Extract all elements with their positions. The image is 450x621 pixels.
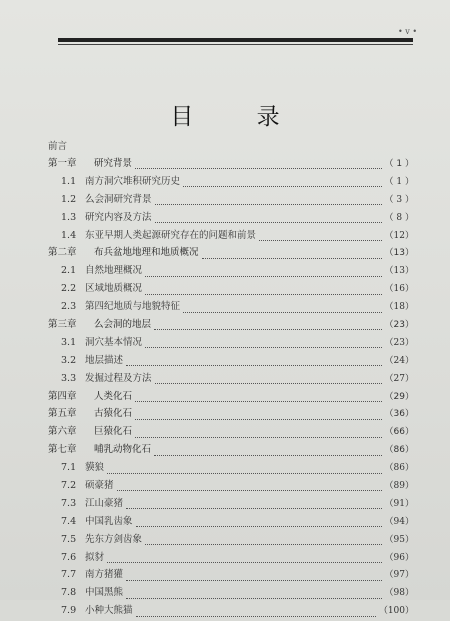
toc-entry-title: 南方猪獾 [85, 569, 124, 581]
toc-entry-title: 区域地质概况 [85, 283, 143, 295]
toc-page-number: （27） [384, 373, 414, 384]
toc-section-entry [48, 227, 414, 245]
toc-chapter-entry [48, 423, 414, 441]
toc-entry-number: 2.3 [61, 301, 77, 313]
toc-entry-title: 巨猿化石 [94, 426, 133, 438]
toc-entry-number: 1.3 [61, 211, 77, 223]
toc-chapter-entry [48, 316, 414, 334]
toc-page-number: （86） [384, 445, 414, 456]
toc-entry-title: 小种大熊猫 [85, 605, 133, 617]
toc-entry-number: 7.9 [61, 605, 77, 617]
toc-preface: 前言 [48, 141, 68, 152]
toc-page-number: （ 8 ） [384, 212, 414, 223]
toc-entry-number: 1.1 [61, 175, 77, 187]
toc-dot-leader [135, 391, 382, 402]
toc-entry-title: 研究内容及方法 [85, 211, 152, 223]
toc-entry-title: 貘狼 [85, 462, 105, 474]
toc-chapter-entry [48, 388, 414, 406]
toc-chapter-entry [48, 441, 414, 459]
toc-entry-title: 发掘过程及方法 [85, 372, 152, 384]
toc-entry-number: 3.1 [61, 336, 77, 348]
page-title: 目 录 [170, 104, 308, 130]
toc-page-number: （18） [384, 302, 414, 313]
toc-entry-title: 东亚早期人类起源研究存在的问题和前景 [85, 229, 257, 241]
toc-dot-leader [145, 266, 382, 277]
toc-page-number: （36） [384, 409, 414, 420]
toc-entry-number: 第四章 [48, 390, 77, 402]
toc-dot-leader [202, 248, 382, 259]
toc-page-number: （24） [384, 355, 414, 366]
toc-dot-leader [135, 158, 382, 169]
toc-entry-title: 硕豪猪 [85, 480, 114, 492]
toc-dot-leader [117, 480, 382, 491]
toc-entry-title: 么会洞的地层 [94, 319, 152, 331]
toc-section-entry [48, 191, 414, 209]
toc-section-entry [48, 459, 414, 477]
toc-dot-leader [154, 445, 382, 456]
toc-section-entry [48, 298, 414, 316]
toc-page-number: （97） [384, 570, 414, 581]
toc-section-entry [48, 566, 414, 584]
toc-chapter-entry [48, 244, 414, 262]
toc-entry-number: 第二章 [48, 247, 77, 259]
toc-dot-leader [145, 534, 382, 545]
toc-page-number: （13） [384, 248, 414, 259]
toc-entry-number: 7.8 [61, 587, 77, 599]
toc-entry-number: 2.2 [61, 283, 77, 295]
toc-entry-number: 1.2 [61, 193, 77, 205]
toc-list [48, 155, 414, 620]
toc-entry-number: 第三章 [48, 319, 77, 331]
toc-page-number: （ 1 ） [384, 159, 414, 169]
toc-entry-number: 第五章 [48, 408, 77, 420]
toc-entry-number: 2.1 [61, 265, 77, 277]
toc-section-entry [48, 262, 414, 280]
toc-section-entry [48, 209, 414, 227]
toc-page-number: （94） [384, 516, 414, 527]
toc-entry-number: 3.2 [61, 354, 77, 366]
toc-entry-title: 古猿化石 [94, 408, 133, 420]
toc-dot-leader [107, 463, 382, 474]
header-rule-thin [58, 44, 413, 45]
toc-section-entry [48, 370, 414, 388]
toc-section-entry [48, 531, 414, 549]
toc-section-entry [48, 280, 414, 298]
toc-entry-title: 研究背景 [94, 158, 133, 169]
toc-entry-title: 么会洞研究背景 [85, 193, 152, 205]
toc-section-entry [48, 173, 414, 191]
toc-dot-leader [126, 588, 382, 599]
toc-dot-leader [135, 409, 382, 420]
toc-page-number: （23） [384, 337, 414, 348]
toc-page-number: （91） [384, 498, 414, 509]
toc-entry-number: 第七章 [48, 444, 77, 456]
toc-page-number: （95） [384, 534, 414, 545]
toc-entry-number: 7.1 [61, 462, 77, 474]
toc-section-entry [48, 602, 414, 620]
toc-entry-title: 人类化石 [94, 390, 133, 402]
toc-section-entry [48, 334, 414, 352]
toc-entry-title: 第四纪地质与地貌特征 [85, 301, 181, 313]
toc-dot-leader [155, 212, 382, 223]
toc-entry-number: 7.6 [61, 551, 77, 563]
toc-entry-title: 哺乳动物化石 [94, 444, 152, 456]
toc-section-entry [48, 549, 414, 567]
toc-page-number: （16） [384, 284, 414, 295]
toc-entry-number: 7.2 [61, 480, 77, 492]
toc-dot-leader [136, 516, 382, 527]
toc-entry-title: 自然地理概况 [85, 265, 143, 277]
page-header-mark: • v • [398, 27, 418, 36]
toc-entry-number: 7.4 [61, 515, 77, 527]
toc-dot-leader [154, 319, 382, 330]
toc-page-number: （13） [384, 266, 414, 277]
toc-page-number: （96） [384, 552, 414, 563]
toc-page-number: （ 3 ） [384, 194, 414, 205]
toc-dot-leader [107, 552, 382, 563]
toc-page-number: （12） [384, 230, 414, 241]
toc-entry-number: 7.3 [61, 497, 77, 509]
toc-section-entry [48, 495, 414, 513]
toc-dot-leader [183, 176, 382, 187]
toc-page-number: （86） [384, 463, 414, 474]
toc-dot-leader [136, 606, 376, 617]
toc-dot-leader [155, 373, 382, 384]
toc-page-number: （89） [384, 481, 414, 492]
toc-entry-number: 1.4 [61, 229, 77, 241]
table-of-contents [48, 139, 414, 620]
toc-entry-title: 先东方剑齿象 [85, 533, 143, 545]
toc-dot-leader [135, 427, 382, 438]
toc-entry-title: 布兵盆地地理和地质概况 [94, 247, 199, 259]
toc-entry-title: 中国乳齿象 [85, 515, 133, 527]
toc-entry-number: 3.3 [61, 372, 77, 384]
toc-page-number: （29） [384, 391, 414, 402]
toc-chapter-entry [48, 405, 414, 423]
toc-page-number: （66） [384, 427, 414, 438]
toc-entry-title: 拟豺 [85, 551, 105, 563]
toc-entry-title: 洞穴基本情况 [85, 336, 143, 348]
toc-dot-leader [155, 194, 382, 205]
toc-entry-title: 中国黑熊 [85, 587, 124, 599]
toc-chapter-entry [48, 155, 414, 173]
toc-entry-title: 地层描述 [85, 354, 124, 366]
toc-page-number: （23） [384, 320, 414, 331]
toc-entry-number: 第一章 [48, 158, 77, 169]
toc-page-number: （ 1 ） [384, 176, 414, 187]
toc-dot-leader [259, 230, 382, 241]
toc-entry-title: 江山豪猪 [85, 497, 124, 509]
toc-dot-leader [126, 355, 382, 366]
toc-entry-number: 7.5 [61, 533, 77, 545]
toc-dot-leader [145, 284, 382, 295]
toc-dot-leader [126, 498, 382, 509]
toc-entry-number: 第六章 [48, 426, 77, 438]
toc-page-number: （100） [378, 606, 414, 617]
toc-entry-title: 南方洞穴堆积研究历史 [85, 175, 181, 187]
toc-page-number: （98） [384, 588, 414, 599]
toc-dot-leader [183, 302, 382, 313]
toc-section-entry [48, 352, 414, 370]
toc-dot-leader [126, 570, 382, 581]
toc-entry-number: 7.7 [61, 569, 77, 581]
toc-section-entry [48, 477, 414, 495]
toc-dot-leader [145, 337, 382, 348]
header-rule-thick [58, 38, 413, 42]
toc-section-entry [48, 513, 414, 531]
